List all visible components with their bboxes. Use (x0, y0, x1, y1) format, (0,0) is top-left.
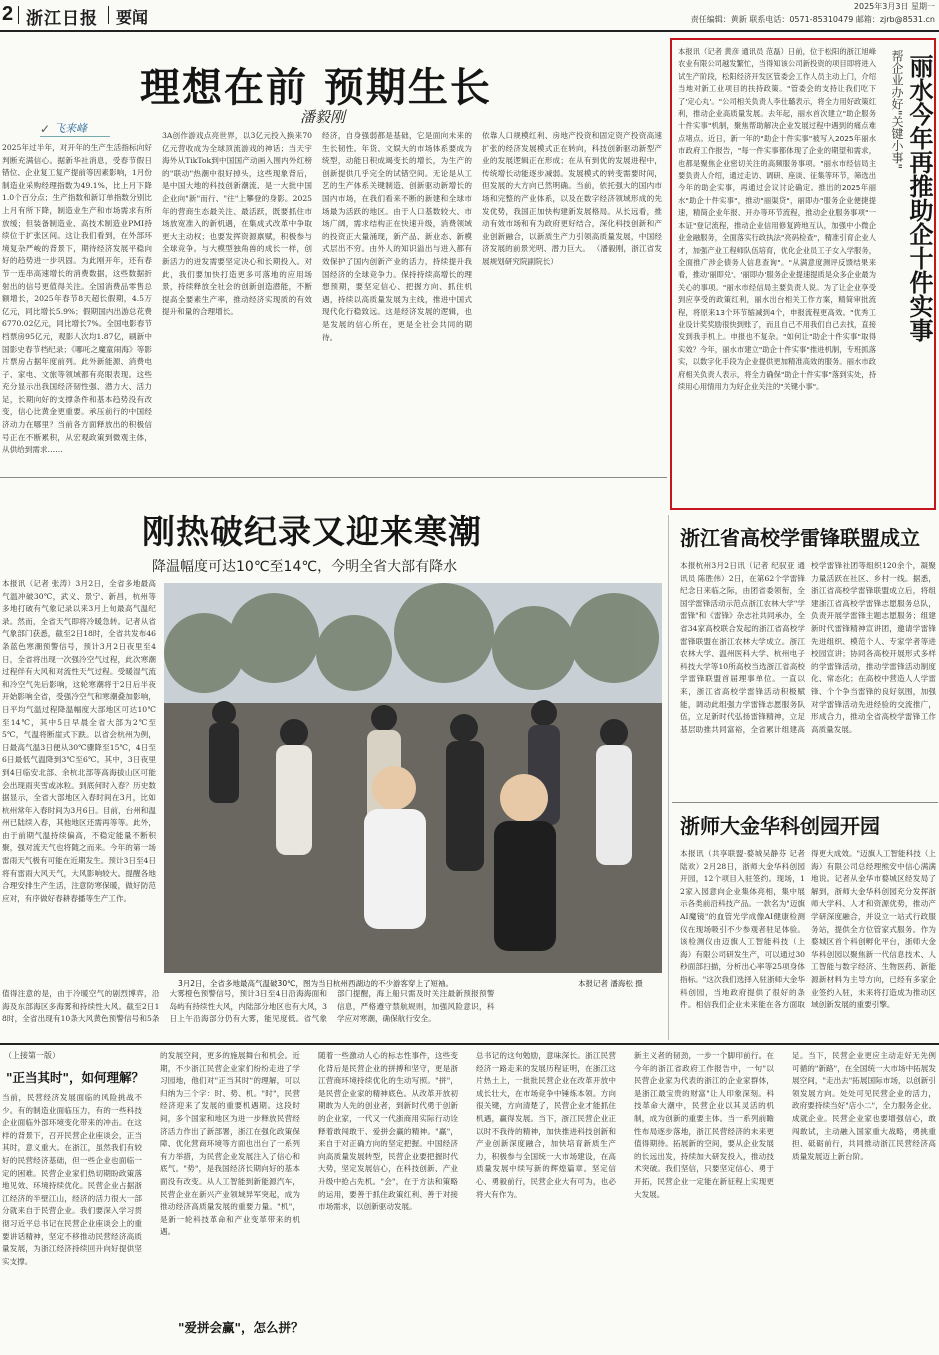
sidebar-box (670, 38, 936, 510)
divider-a3 (672, 802, 938, 803)
bottom-col2: 的发展空间，更多的施展舞台和机会。近期，不少浙江民营企业家们纷纷走进了学习园地，他们对"正当其时"的理解，可以归纳为三个字：时、势、机。"时"，民营经济迎来了发展的重要机遇期。这段时间，多个国家和地区为进一步释放民营经济活力作出了新部署，浙江在强化政策保障、优化营商环境等方面也出台了一系列有力举措，为民营企业发展注入了信心和底气。"势"，是我国经济长期向好的基本面没有改变。从人工智能到新能源汽车，民营企业在新兴产业领域异军突起，成为推动经济高质量发展的重要力量。"机"，是新一轮科技革命和产业变革带来的机遇。 (160, 1051, 300, 1237)
bottom-upper-label: （上接第一版） (4, 1051, 60, 1060)
editor-line: 责任编辑：黄新 联系电话：0571-85310479 邮箱：zjrb@8531.cn (690, 15, 935, 24)
article4-headline: 浙师大金华科创园开园 (680, 814, 880, 838)
article3-headline: 浙江省高校学雷锋联盟成立 (680, 526, 920, 550)
bottom-col4: 总书记的这句勉励，意味深长。浙江民营经济一路走来的发展历程证明，在浙江这片热土上，一批批民营企业在改革开放中成长壮大，在市场竞争中锤炼本领。方向很关键，方向清楚了，民营企业才能抓住机遇，赢得发展。当下，浙江民营企业正以时不我待的精神，加快推进科技创新和产业创新深度融合，加快培育新质生产力，积极参与全国统一大市场建设，在高质量发展中续写新的辉煌篇章。坚定信心、勇毅前行，民营企业大有可为，也必将大有作为。 (476, 1051, 616, 1199)
masthead-divider (18, 6, 19, 24)
photo-caption: 3月2日，全省多地最高气温破30℃，图为当日杭州西湖边的不少游客穿上了短袖。 (178, 979, 454, 988)
sidebar-kicker: 帮企业办好"关键小事" (890, 50, 904, 170)
bottom-col6: 足。当下，民营企业更应主动走好无先例可循的"新路"，在全国统一大市场中拓展发展空间，"走出去"拓展国际市场，以创新引领发展方向。处处可见民营企业的活力，政府要持续当好"店小二"，全力服务企业、成就企业。民营企业家也要增强信心，敢闯敢试，主动融入国家重大战略，勇挑重担、砥砺前行，共同推动浙江民营经济高质量发展迈上新台阶。 (792, 1051, 936, 1161)
sidebar-text: 本报讯（记者 黄彦 通讯员 范磊）日前，位于松阳的浙江旭峰农业有限公司越发繁忙，当得知该公司新投资的项目即将进入试生产阶段，松阳经济开发区管委会工作人员主动上门，介绍当地对新工业项目的扶持政策。"管委会的支持让我们吃下了'定心丸'。"公司相关负责人李仕璐表示，将全力用好政策红利，推动企业高质量发展。去年起，丽水首次建立"助企服务十件实事"机制，聚焦帮助解决企业发展过程中遇到的痛点难点堵点。近日，新一年的"助企十件实事"被写入2025年丽水市政府工作报告，"每一件实事都体现了企业的期望和需求，也都是聚焦企业密切关注的高频服务事项。"丽水市经信局主要负责人介绍，通过走访、调研、座谈、征集等环节，筛选出今年的助企实事，再通过会议讨论确定。推出的2025年丽水"助企十件实事"，推动"丽渠贷"，丽即办"服务企业便捷提速，精简企业年报、开办等环节流程，推动企业服务事项"一本证"登记流程，推动企业信用修复跨地互认，加强中小微企业金融服务，全面落实行政执法"亮码检查"，精准引育企业人才，加强产业工程师队伍培育，优化企业员工子女入学服务，全面推广涉企债务人信息查询"。"从满意度测评反馈结果来看，推动'丽即兑'、'丽即办'服务企业提速提质是众多企业最为关心的事项。"丽水市经信局主要负责人说。为了让企业享受到应享受的政策红利，丽水出台相关工作方案，精简审批流程，将原来13个环节缩减到4个，申报流程更高效。"优秀工业设计奖奖励很快到账了，而且自己不用我们自己去找，直接发到我手机上。申报也不复杂。"如何让"助企十件实事"取得实效？今年，丽水市建立"助企十件实事"推进机制，专班抓落实，以数字化手段为企业提供更加精准高效的服务。丽水市政府相关负责人表示，将全力确保"助企十件实事"落到实处，持续用心用情用力为好企业关注的"关键小事"。 (678, 47, 876, 391)
article1-col2: 3A创作游戏点亮世界，以3亿元投入换来70亿元营收成为全球顶流游戏的神话；当天宇海外从TikTok到中国国产动画入围内外红榜的"联动"热潮中很好掉头，这些现象背后，是中国大地的科技创新潮流、是一大批中国企业向"新"而行、"往"上攀登的身影。2025年的营商生态最关注、最活跃，既要抓住市场放宽准入的新机遇，在集成式改革中争取更大主动权；也要发挥资源禀赋，积极参与全球竞争。与大模型独角兽的成长一样，创新活力的迸发需要坚定决心和长期投入。对此，我们要加快打造更多可落地的应用场景，持续释放全社会的创新创造潜能，不断提高全要素生产率，推动经济实现质的有效提升和量的合理增长。 (162, 131, 312, 317)
section-name: 要闻 (116, 8, 149, 27)
column-logo (40, 114, 110, 140)
article2-subhead: 降温幅度可达10℃至14℃，今明全省大部有降水 (152, 559, 458, 575)
paper-name: 浙江日报 (26, 9, 98, 29)
masthead-divider-2 (108, 6, 109, 24)
masthead (0, 0, 939, 32)
bottom-subhead-2: "爱拼会赢"，怎么拼？ (178, 1320, 304, 1335)
column-logo-tick: ✓ (40, 122, 51, 136)
article4-text: 本报讯（共享联盟·婺城吴静芬 记者 陆欢）2月28日，浙师大金华科创园开园，12个项目入驻签约。现场，12家入园意向企业集体亮相，集中展示各类前沿科技产品。一款名为"迈旗AI魔镜"的血管光学成像AI健康检测仪在现场吸引不少参观者驻足体验。该检测仪由迈旗人工智能科技（上海）有限公司研发生产，可以通过30秒面部扫描，分析出心率等25项身体指标。"这次我们选择入驻浙师大金华科创园，当地政府提供了很好的条件。相信我们企业未来能在各方面取得更大成效。"迈旗人工智能科技（上海）有限公司总经理熊安中信心满满地说。记者从金华市婺城区经发局了解到，浙师大金华科创园充分发挥浙师大学科、人才和资源优势，推动产学研深度融合，并设立一站式行政服务站，提供全方位管家式服务。作为婺城区首个科创孵化平台，浙师大金华科创园以聚焦新一代信息技术、人工智能与数字经济、生物医药、新能源新材料为主导方向，已经有多家企业签约入驻，未来将打造成为推动区域创新发展的重要引擎。 (680, 849, 936, 1010)
article1-col1: 2025年过半年，对开年的生产生活指标向好判断充满信心。据新华社消息，受春节假日错位、企业复工复产提前等因素影响，1月份制造业采购经理指数为49.1%，比上月下降1.0个百分点；生产指数和新订单指数分别比上月有所下降，制造业生产和市场需求有所放缓；但装备制造业、高技术制造业PMI持续位于扩张区间。这让我们看到，在外部环境复杂严峻的背景下，期待经济发展平稳向好的趋势进一步巩固。为此刚开年，还有春节一连串高速增长的消费数据，这些数据折射出的信号更值得关注。全国消费品零售总额增长，2025年春节8天超长假期，4.5万亿元，同比增长5.9%；假期国内出游总花费6770.02亿元，同比增长7%。全国电影春节档票房95亿元，观影人次均1.87亿，刷新中国影史春节档纪录；《哪吒之魔童闹海》等影片票房占据年度前列。此外新能源、消费电子、家电、文旅等领域都有亮眼表现。这些充分显示出我国经济韧性强、潜力大、活力足，长期向好的支撑条件和基本趋势没有改变，信心比黄金更重要。承压前行的中国经济动力在哪里？当前各方面释放出的积极信号正在不断累积，从宏观政策到微观主体，从供给到需求…… (2, 143, 152, 455)
sidebar-headline: 丽水今年再推助企十件实事 (905, 54, 933, 342)
issue-date: 2025年3月3日 星期一 (853, 2, 935, 11)
news-photo (164, 583, 662, 973)
column-logo-underline (40, 136, 110, 137)
divider-a1 (0, 477, 667, 478)
article3-text: 本报杭州3月2日讯（记者 纪驭亚 通讯员 陈胜伟）2日，在第62个学雷锋纪念日来临之际，由团省委领衔，全国学雷锋活动示范点浙江农林大学"学雷锋"和《雷锋》杂志社共同承办，全省34家高校联合发起的浙江省高校学雷锋联盟在浙江农林大学成立。浙江农林大学、温州医科大学、杭州电子科技大学等10所高校当选浙江省高校学雷锋联盟首届理事单位。一直以来，浙江省高校学雷锋活动积极赋能，调动此组强力学雷锋志愿服务队伍，立足新时代弘扬雷锋精神，立足基层助推共同富裕，全省累计组建高校学雷锋社团等组织120余个，凝聚力量活跃在社区、乡村一线。据悉，浙江省高校学雷锋联盟成立后，将组建浙江省高校学雷锋志愿服务总队，负责开展学雷锋主题志愿服务；组建新时代雷锋精神宣讲团，邀请学雷锋先进组织、模范个人、专家学者等进校园宣讲；协同各高校开展形式多样的学雷锋活动，推动学雷锋活动制度化、常态化；在高校中营造人人学雷锋、个个争当雷锋的良好氛围，加强对学雷锋活动先进经验的交流推广，形成合力，推动全省高校学雷锋工作高质量发展。 (680, 561, 936, 734)
page-number: 2 (2, 3, 14, 25)
bottom-col1: 当前，民营经济发展面临的风险挑战不少。有的制造业面临压力，有的一些科技企业面临外部环境变化带来的冲击。在这样的背景下，召开民营企业座谈会，正当其时，意义重大。在浙江，虽然我们有较好的民营经济基础，但一些企业也面临一定的困难。民营企业家们热切期盼政策落地见效、环境持续优化。民营企业占据浙江经济的半壁江山，经济的活力很大一部分就来自于民营企业。我们要深入学习贯彻习近平总书记在民营企业座谈会上的重要讲话精神，坚定不移推动民营经济高质量发展，为浙江经济持续回升向好提供坚实支撑。 (2, 1093, 142, 1266)
bottom-col3: 随着一些激动人心的标志性事件，这些变化背后是民营企业的拼搏和坚守，更是浙江营商环境持续优化的生动写照。"拼"，是民营企业家的精神底色。从改革开放初期敢为人先的创业者，到新时代勇于创新的企业家，一代又一代浙商用实际行动诠释着敢闯敢干、爱拼会赢的精神。"赢"，来自于对正确方向的坚定把握。中国经济向高质量发展转型，民营企业要把握时代大势，坚定发展信心，在科技创新、产业升级中抢占先机。"会"，在于方法和策略的运用，要善于抓住政策红利、善于对接市场需求，以创新驱动发展。 (318, 1051, 458, 1212)
photo-illustration (164, 583, 662, 973)
article2-lead: 本报讯（记者 张涛）3月2日，全省多地最高气温冲破30℃，武义、景宁、新昌，杭州等多地打破有气象记录以来3月上旬最高气温纪录。然而，全省天气即将冷暖急转。记者从省气象部门获悉，截至2日18时，全省共发布46条蓝色寒潮预警信号，预计3月2日夜里至4日，全省将出现一次强冷空气过程，此次寒潮过程伴有大风和对流性天气过程。受暖湿气流和冷空气先后影响，这轮寒潮将于2日后半夜开始影响全省，受强冷空气和寒潮叠加影响，日平均气温过程降温幅度大部地区可达10℃至14℃，其中5日早晨全省大部为2℃至5℃，气温将断崖式下跌。以省会杭州为例，日最高气温3日便从30℃骤降至15℃，4日至6日最低气温降到3℃至6℃。其中，3日夜里到4日临安北部、余杭北部等高海拔山区可能会出现雨夹雪或冰粒。到底何时入春？历史数据显示，全省大部地区入春时间在3月，比如杭州常年入春时间为3月6日。目前，台州和温州已陆续入春，其他地区还需再等等。此外，由于前期气温持续偏高，不稳定能量不断积聚，强对流天气也将随之而来。今年的第一场雷雨天气极有可能在近期发生。预计3日至4日将有雷雨大风天气，大风影响较大。提醒各地合理安排生产生活，注意防寒保暖，做好防范应对，有序做好春耕春播等生产工作。 (2, 579, 156, 903)
article1-col3: 经济，自身强弱都是基础，它是面向未来的生长韧性。年货、文娱大的市场体系要成为统型，动能日积成竭变长的增长，为生产的创新提供几乎完全的试错空间。无论是从工艺的生产体系关键制造、创新驱动新增长的国内市场，在我们看来不断的新建和全球市场最为活跃的地区。由于人口基数较大、市场广阔，需求结构正在快速升级，消费领域的投资正大量涌现，新产品、新业态、新模式层出不穷。由外人的知识溢出与进入都有效保护了国内创新产业的活力，持续提升我国经济的全球竞争力。保持持续高增长的理想预期，要坚定信心、把握方向、抓住机遇，持续以高质量发展为主线，推进中国式现代化行稳致远。这是经济发展的逻辑，也是发展的信心所在，更是全社会共同的期待。 (322, 131, 472, 342)
column-divider (668, 515, 669, 1040)
article1-headline: 理想在前 预期生长 (140, 65, 492, 111)
article1-col4: 依靠人口规模红利、房地产投资和固定资产投资高速扩张的经济发展模式正在转向，科技创新驱动新型产业的发展逻辑正在形成；在从有到优的发展进程中，传统增长动能逐步减弱。发展模式的转变需要时间，但发展的大方向已然明确。当前，依托强大的国内市场和完整的产业体系，以及在数字经济领域形成的先发优势，我国正加快构建新发展格局。从长远看，推动有效市场和有为政府更好结合，深化科技创新和产业创新融合，以新质生产力引领高质量发展，中国经济发展的前景光明、潜力巨大。 （潘毅刚，浙江省发展规划研究院副院长） (482, 131, 662, 266)
bottom-subhead-1: "正当其时"，如何理解？ (6, 1070, 145, 1085)
bottom-col5: 新主义者的韧劲，一步一个脚印前行。在今年的浙江省政府工作报告中，一句"以民营企业家为代表的浙江的企业家群体，是浙江最宝贵的财富"让人印象深刻。科技革命大潮中，民营企业以其灵活的机制，成为创新的重要主体。当一系列前瞻性布局逐步落地，浙江民营经济的未来更值得期待。拓展新的空间，要从企业发展的长远出发，持续加大研发投入，推动技术突破。我们坚信，只要坚定信心、勇于开拓，民营企业一定能在新征程上实现更大发展。 (634, 1051, 774, 1199)
article2-headline: 刚热破纪录又迎来寒潮 (142, 512, 482, 551)
divider-bottom (0, 1043, 939, 1045)
article2-bottom-text: 值得注意的是，由于冷暖空气的剧烈博弈，沿海及东部海区多海雾和持续性大风。截至2日18时，全省出现有10条大风黄色预警信号和5条大雾橙色预警信号，预计3日至4日沿海海面和岛屿有持续性大风，内陆部分地区也有大风，3日上午沿海部分仍有大雾，能见度低。省气象部门提醒，海上船只需及时关注最新预报预警信息，严格遵守禁航规则，加强风险意识，科学应对寒潮，确保航行安全。 (2, 989, 495, 1024)
article1-author: 潘毅刚 (300, 108, 346, 126)
photo-credit: 本报记者 潘海松 摄 (578, 979, 643, 988)
column-name: 飞来峰 (54, 122, 87, 135)
